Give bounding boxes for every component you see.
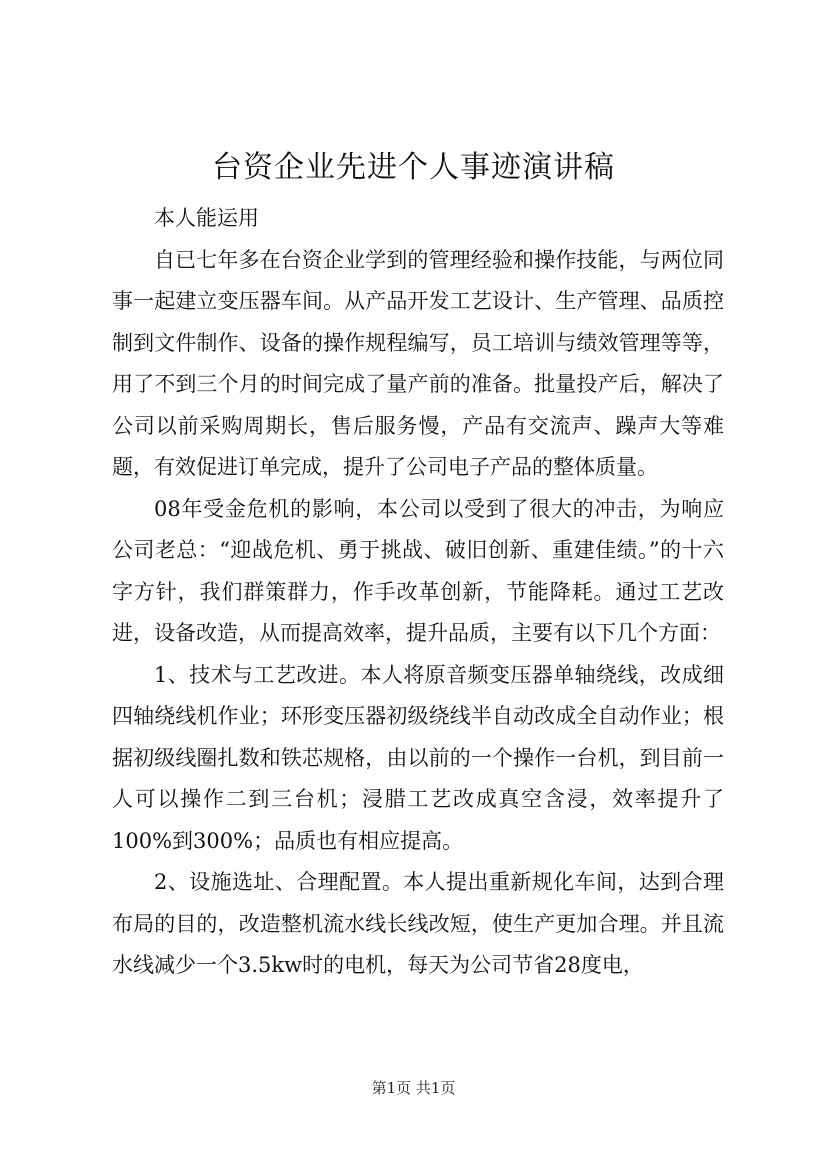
paragraph-1: 本人能运用 xyxy=(154,206,259,230)
page-footer: 第1页 共1页 xyxy=(371,1079,456,1097)
document-body xyxy=(112,198,724,987)
document-title: 台资企业先进个人事迹演讲稿 xyxy=(212,150,615,185)
paragraph-4: 1、技术与工艺改进。本人将原音频变压器单轴绕线，改成细四轴绕线机作业；环形变压器初级绕线半自动改成全自动作业；根据初级线圈扎数和铁芯规格，由以前的一个操作一台机，到目前一人可以操作二到三台机；浸腊工艺改成真空含浸，效率提升了100%到300%；品质也有相应提高。 xyxy=(112,662,724,853)
paragraph-3: 08年受金危机的影响，本公司以受到了很大的冲击，为响应公司老总：“迎战危机、勇于挑战、破旧创新、重建佳绩。”的十六字方针，我们群策群力，作手改革创新，节能降耗。通过工艺改进，设备改造，从而提高效率，提升品质，主要有以下几个方面： xyxy=(112,496,724,645)
paragraph-2: 自已七年多在台资企业学到的管理经验和操作技能，与两位同事一起建立变压器车间。从产品开发工艺设计、生产管理、品质控制到文件制作、设备的操作规程编写，员工培训与绩效管理等等，用了不到三个月的时间完成了量产前的准备。批量投产后，解决了公司以前采购周期长，售后服务慢，产品有交流声、躁声大等难题，有效促进订单完成，提升了公司电子产品的整体质量。 xyxy=(112,247,724,479)
paragraph-5: 2、设施选址、合理配置。本人提出重新规化车间，达到合理布局的目的，改造整机流水线长线改短，使生产更加合理。并且流水线减少一个3.5kw时的电机，每天为公司节省28度电， xyxy=(112,870,724,977)
